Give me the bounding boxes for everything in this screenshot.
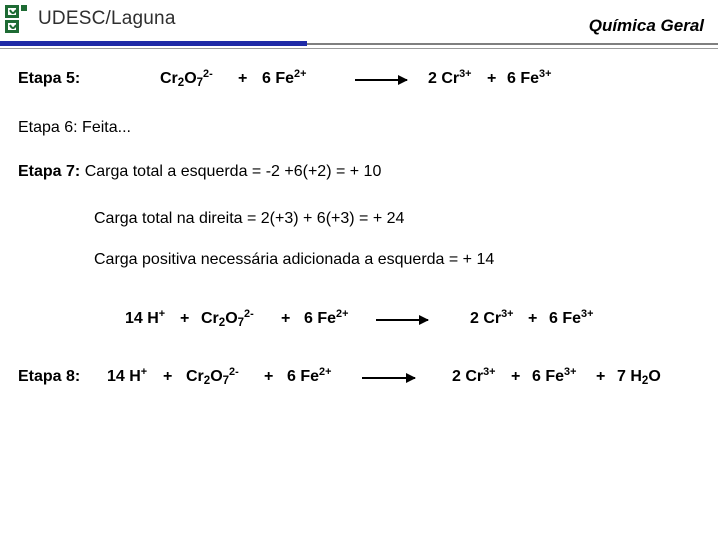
etapa6-text: Etapa 6: Feita... [18, 119, 131, 136]
eq-mid-iron3: 6 $Fe^{3+}$ [549, 308, 594, 327]
etapa7-label: Etapa 7: [18, 163, 81, 180]
etapa8-iron3: 6 $Fe^{3+}$ [532, 366, 577, 385]
etapa8-plus4: + [596, 368, 606, 385]
header-accent-bar [0, 41, 307, 46]
eq-mid-plus1: + [180, 310, 190, 327]
etapa8-plus3: + [511, 368, 521, 385]
eq-mid-reaction-arrow [376, 319, 428, 321]
etapa5-iron2: 6 $Fe^{2+}$ [262, 68, 307, 87]
eq-mid-chromium3: 2 $Cr^{3+}$ [470, 308, 514, 327]
eq-mid-hydrogen: 14 H+ [125, 308, 166, 327]
etapa5-dichromate: $Cr_2O_7^{2-}$ [160, 68, 213, 89]
eq-mid-plus3: + [528, 310, 538, 327]
etapa8-reaction-arrow [362, 377, 415, 379]
etapa8-iron2: 6 $Fe^{2+}$ [287, 366, 332, 385]
etapa5-label: Etapa 5: [18, 70, 81, 87]
course-title: Química Geral [588, 16, 704, 35]
etapa8-plus2: + [264, 368, 274, 385]
udesc-logo-icon [4, 4, 36, 34]
eq-mid-iron2: 6 $Fe^{2+}$ [304, 308, 349, 327]
etapa5-plus: + [238, 70, 248, 87]
etapa8-label: Etapa 8: [18, 368, 81, 385]
etapa5-chromium3: 2 $Cr^{3+}$ [428, 68, 472, 87]
eq-mid-plus2: + [281, 310, 291, 327]
header-rule-thin [0, 48, 718, 49]
etapa7-line3: Carga positiva necessária adicionada a esquerda = + 14 [94, 251, 495, 268]
etapa8-chromium3: 2 $Cr^{3+}$ [452, 366, 496, 385]
brand-name: UDESC/Laguna [38, 8, 176, 29]
etapa8-dichromate: $Cr_2O_7^{2-}$ [186, 366, 239, 387]
etapa8-hydrogen: 14 H+ [107, 366, 148, 385]
etapa7-line2: Carga total na direita = 2(+3) + 6(+3) = + 24 [94, 210, 405, 227]
etapa5-plus-right: + [487, 70, 497, 87]
udesc-logo [4, 4, 176, 34]
etapa5-iron3: 6 $Fe^{3+}$ [507, 68, 552, 87]
etapa8-water: 7 $H_2O$ [617, 368, 661, 387]
etapa5-reaction-arrow [355, 79, 407, 81]
etapa8-plus1: + [163, 368, 173, 385]
eq-mid-dichromate: $Cr_2O_7^{2-}$ [201, 308, 254, 329]
etapa7-line1: Etapa 7: Carga total a esquerda = -2 +6(+2) = + 10 [18, 163, 382, 180]
